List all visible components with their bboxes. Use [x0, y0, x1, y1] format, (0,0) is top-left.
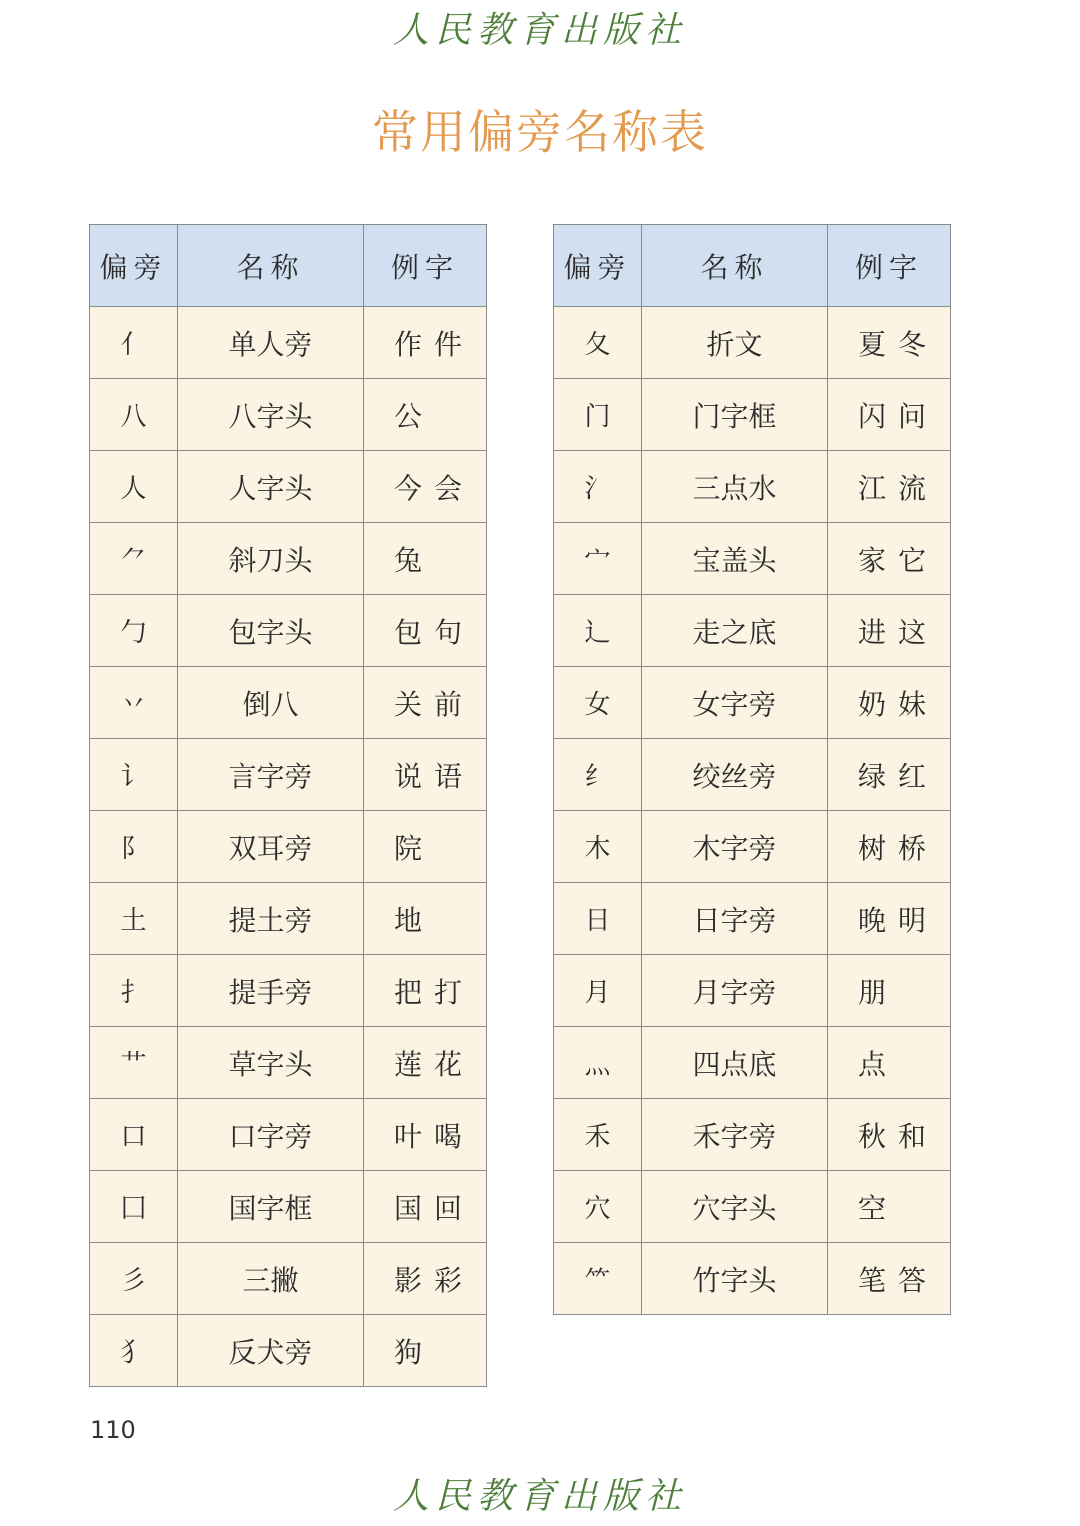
- name-cell: 禾字旁: [642, 1099, 828, 1171]
- example-cell: 作件: [364, 307, 487, 379]
- radical-cell: 扌: [90, 955, 178, 1027]
- radical-cell: 人: [90, 451, 178, 523]
- name-cell: 日字旁: [642, 883, 828, 955]
- example-cell: 今会: [364, 451, 487, 523]
- table-header-row: [90, 225, 487, 307]
- example-cell: 公: [364, 379, 487, 451]
- table-row: [554, 955, 951, 1027]
- radical-cell: 讠: [90, 739, 178, 811]
- table-row: [554, 523, 951, 595]
- header-name: 名称: [178, 225, 364, 307]
- radical-cell: 穴: [554, 1171, 642, 1243]
- name-cell: 宝盖头: [642, 523, 828, 595]
- example-cell: 闪问: [828, 379, 951, 451]
- name-cell: 折文: [642, 307, 828, 379]
- name-cell: 单人旁: [178, 307, 364, 379]
- table-row: [554, 811, 951, 883]
- radical-cell: 亻: [90, 307, 178, 379]
- example-cell: 朋: [828, 955, 951, 1027]
- radical-cell: 宀: [554, 523, 642, 595]
- header-examples: 例字: [828, 225, 951, 307]
- radical-cell: 口: [90, 1099, 178, 1171]
- radical-cell: 犭: [90, 1315, 178, 1387]
- radical-cell: 日: [554, 883, 642, 955]
- publisher-footer: 人民教育出版社: [392, 1476, 687, 1517]
- table-row: [90, 451, 487, 523]
- radical-cell: 木: [554, 811, 642, 883]
- example-cell: 秋和: [828, 1099, 951, 1171]
- name-cell: 提土旁: [178, 883, 364, 955]
- name-cell: 女字旁: [642, 667, 828, 739]
- name-cell: 言字旁: [178, 739, 364, 811]
- table-row: [554, 883, 951, 955]
- table-row: [90, 811, 487, 883]
- header-radical: 偏旁: [554, 225, 642, 307]
- example-cell: 晚明: [828, 883, 951, 955]
- name-cell: 草字头: [178, 1027, 364, 1099]
- name-cell: 走之底: [642, 595, 828, 667]
- table-row: [90, 955, 487, 1027]
- name-cell: 提手旁: [178, 955, 364, 1027]
- name-cell: 反犬旁: [178, 1315, 364, 1387]
- example-cell: 叶喝: [364, 1099, 487, 1171]
- table-row: [90, 307, 487, 379]
- name-cell: 八字头: [178, 379, 364, 451]
- example-cell: 包句: [364, 595, 487, 667]
- table-row: [90, 1099, 487, 1171]
- table-row: [554, 595, 951, 667]
- radical-cell: 彡: [90, 1243, 178, 1315]
- name-cell: 木字旁: [642, 811, 828, 883]
- table-row: [90, 1171, 487, 1243]
- page-number: 110: [90, 1416, 136, 1444]
- name-cell: 竹字头: [642, 1243, 828, 1315]
- name-cell: 门字框: [642, 379, 828, 451]
- table-header-row: [554, 225, 951, 307]
- radical-cell: 勹: [90, 595, 178, 667]
- example-cell: 说语: [364, 739, 487, 811]
- radical-cell: 土: [90, 883, 178, 955]
- name-cell: 四点底: [642, 1027, 828, 1099]
- radical-table-left: [89, 224, 487, 1387]
- table-row: [554, 307, 951, 379]
- radical-cell: 八: [90, 379, 178, 451]
- example-cell: 关前: [364, 667, 487, 739]
- radical-cell: 门: [554, 379, 642, 451]
- table-row: [554, 1027, 951, 1099]
- example-cell: 进这: [828, 595, 951, 667]
- name-cell: 穴字头: [642, 1171, 828, 1243]
- example-cell: 奶妹: [828, 667, 951, 739]
- table-row: [90, 379, 487, 451]
- radical-cell: 纟: [554, 739, 642, 811]
- table-row: [554, 739, 951, 811]
- table-row: [90, 739, 487, 811]
- example-cell: 空: [828, 1171, 951, 1243]
- example-cell: 笔答: [828, 1243, 951, 1315]
- table-row: [554, 1243, 951, 1315]
- radical-cell: 阝: [90, 811, 178, 883]
- radical-cell: 灬: [554, 1027, 642, 1099]
- radical-cell: 禾: [554, 1099, 642, 1171]
- example-cell: 狗: [364, 1315, 487, 1387]
- radical-cell: ⺮: [554, 1243, 642, 1315]
- radical-cell: 氵: [554, 451, 642, 523]
- name-cell: 口字旁: [178, 1099, 364, 1171]
- radical-table-right: [553, 224, 951, 1315]
- publisher-header: 人民教育出版社: [392, 10, 687, 51]
- name-cell: 斜刀头: [178, 523, 364, 595]
- radical-cell: 夂: [554, 307, 642, 379]
- name-cell: 三撇: [178, 1243, 364, 1315]
- table-row: [554, 667, 951, 739]
- table-row: [554, 379, 951, 451]
- header-name: 名称: [642, 225, 828, 307]
- name-cell: 倒八: [178, 667, 364, 739]
- name-cell: 包字头: [178, 595, 364, 667]
- radical-cell: 丷: [90, 667, 178, 739]
- table-row: [554, 1171, 951, 1243]
- radical-cell: 女: [554, 667, 642, 739]
- radical-cell: ⺈: [90, 523, 178, 595]
- page-title: 常用偏旁名称表: [372, 105, 708, 159]
- table-row: [90, 1243, 487, 1315]
- example-cell: 地: [364, 883, 487, 955]
- name-cell: 国字框: [178, 1171, 364, 1243]
- radical-cell: 囗: [90, 1171, 178, 1243]
- example-cell: 影彩: [364, 1243, 487, 1315]
- example-cell: 点: [828, 1027, 951, 1099]
- header-radical: 偏旁: [90, 225, 178, 307]
- radical-cell: 月: [554, 955, 642, 1027]
- name-cell: 月字旁: [642, 955, 828, 1027]
- table-row: [90, 595, 487, 667]
- table-row: [90, 523, 487, 595]
- example-cell: 树桥: [828, 811, 951, 883]
- example-cell: 江流: [828, 451, 951, 523]
- table-row: [90, 1315, 487, 1387]
- name-cell: 双耳旁: [178, 811, 364, 883]
- example-cell: 家它: [828, 523, 951, 595]
- table-row: [554, 1099, 951, 1171]
- name-cell: 绞丝旁: [642, 739, 828, 811]
- example-cell: 莲花: [364, 1027, 487, 1099]
- example-cell: 国回: [364, 1171, 487, 1243]
- example-cell: 兔: [364, 523, 487, 595]
- example-cell: 把打: [364, 955, 487, 1027]
- example-cell: 院: [364, 811, 487, 883]
- header-examples: 例字: [364, 225, 487, 307]
- radical-cell: 艹: [90, 1027, 178, 1099]
- table-row: [554, 451, 951, 523]
- table-row: [90, 667, 487, 739]
- table-row: [90, 1027, 487, 1099]
- example-cell: 绿红: [828, 739, 951, 811]
- name-cell: 人字头: [178, 451, 364, 523]
- radical-cell: 辶: [554, 595, 642, 667]
- table-row: [90, 883, 487, 955]
- name-cell: 三点水: [642, 451, 828, 523]
- example-cell: 夏冬: [828, 307, 951, 379]
